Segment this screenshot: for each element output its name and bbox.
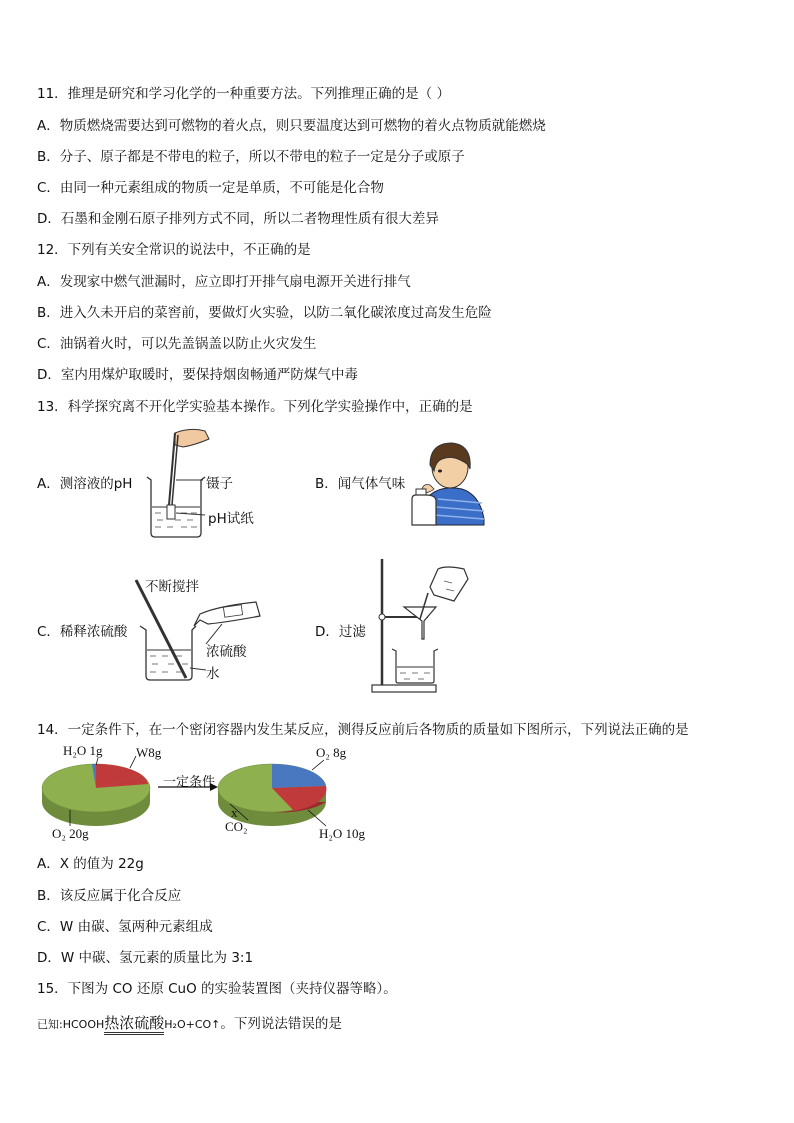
before-w-label: W8g xyxy=(136,745,162,760)
acid-label: 浓硫酸 xyxy=(206,644,247,660)
q14-stem: 14．一定条件下，在一个密闭容器内发生某反应，测得反应前后各物质的质量如下图所示，下列说法正确的是 xyxy=(37,722,689,738)
before-o2-label: O₂ 20g xyxy=(52,826,89,841)
q13-option-c[interactable]: C．稀释浓硫酸 xyxy=(37,624,128,640)
known-products: H₂O+CO↑ xyxy=(164,1018,221,1031)
ph-test-figure xyxy=(145,425,215,540)
after-h2o-label: H₂O 10g xyxy=(319,826,366,841)
q11-option-d[interactable]: D．石墨和金刚石原子排列方式不同，所以二者物理性质有很大差异 xyxy=(37,211,439,227)
q12-option-a[interactable]: A．发现家中燃气泄漏时，应立即打开排气扇电源开关进行排气 xyxy=(37,274,411,290)
q14-option-c[interactable]: C．W 由碳、氢两种元素组成 xyxy=(37,919,213,935)
smell-gas-figure xyxy=(412,437,487,527)
q11-option-a[interactable]: A．物质燃烧需要达到可燃物的着火点，则只要温度达到可燃物的着火点物质就能燃烧 xyxy=(37,118,546,134)
q14-option-d[interactable]: D．W 中碳、氢元素的质量比为 3:1 xyxy=(37,950,254,966)
q11-stem: 11．推理是研究和学习化学的一种重要方法。下列推理正确的是（ ） xyxy=(37,86,450,102)
q12-option-b[interactable]: B．进入久未开启的菜窖前，要做灯火实验，以防二氧化碳浓度过高发生危险 xyxy=(37,305,492,321)
known-reactant: 已知:HCOOH xyxy=(37,1018,105,1031)
q15-known xyxy=(37,1012,342,1033)
after-o2-label: O₂ 8g xyxy=(316,745,347,760)
q15-stem: 15．下图为 CO 还原 CuO 的实验装置图（夹持仪器等略）。 xyxy=(37,981,397,997)
q11-option-b[interactable]: B．分子、原子都是不带电的粒子，所以不带电的粒子一定是分子或原子 xyxy=(37,149,465,165)
ph-paper-label: pH试纸 xyxy=(208,511,254,527)
q13-stem: 13．科学探究离不开化学实验基本操作。下列化学实验操作中，正确的是 xyxy=(37,399,473,415)
after-x-label: x xyxy=(231,805,238,820)
known-suffix: 。下列说法错误的是 xyxy=(220,1016,342,1032)
q14-option-a[interactable]: A．X 的值为 22g xyxy=(37,856,144,872)
water-label: 水 xyxy=(206,666,220,682)
pie-before xyxy=(42,764,150,826)
before-h2o-label: H₂O 1g xyxy=(63,743,103,758)
q13-option-b[interactable]: B．闻气体气味 xyxy=(315,476,406,492)
q12-stem: 12．下列有关安全常识的说法中，不正确的是 xyxy=(37,242,311,258)
q13-option-a[interactable]: A．测溶液的pH xyxy=(37,476,133,492)
stir-label: 不断搅拌 xyxy=(145,579,199,595)
arrow-condition-label: 一定条件 xyxy=(163,775,216,790)
known-condition: 热浓硫酸 xyxy=(104,1014,164,1035)
q12-option-c[interactable]: C．油锅着火时，可以先盖锅盖以防止火灾发生 xyxy=(37,336,317,352)
filtration-figure xyxy=(368,555,478,695)
q12-option-d[interactable]: D．室内用煤炉取暖时，要保持烟囱畅通严防煤气中毒 xyxy=(37,367,358,383)
q13-option-d[interactable]: D．过滤 xyxy=(315,624,366,640)
q14-option-b[interactable]: B．该反应属于化合反应 xyxy=(37,888,182,904)
tweezers-label: 镊子 xyxy=(206,476,233,492)
after-co2-label: CO₂ xyxy=(225,819,248,834)
q11-option-c[interactable]: C．由同一种元素组成的物质一定是单质，不可能是化合物 xyxy=(37,180,384,196)
